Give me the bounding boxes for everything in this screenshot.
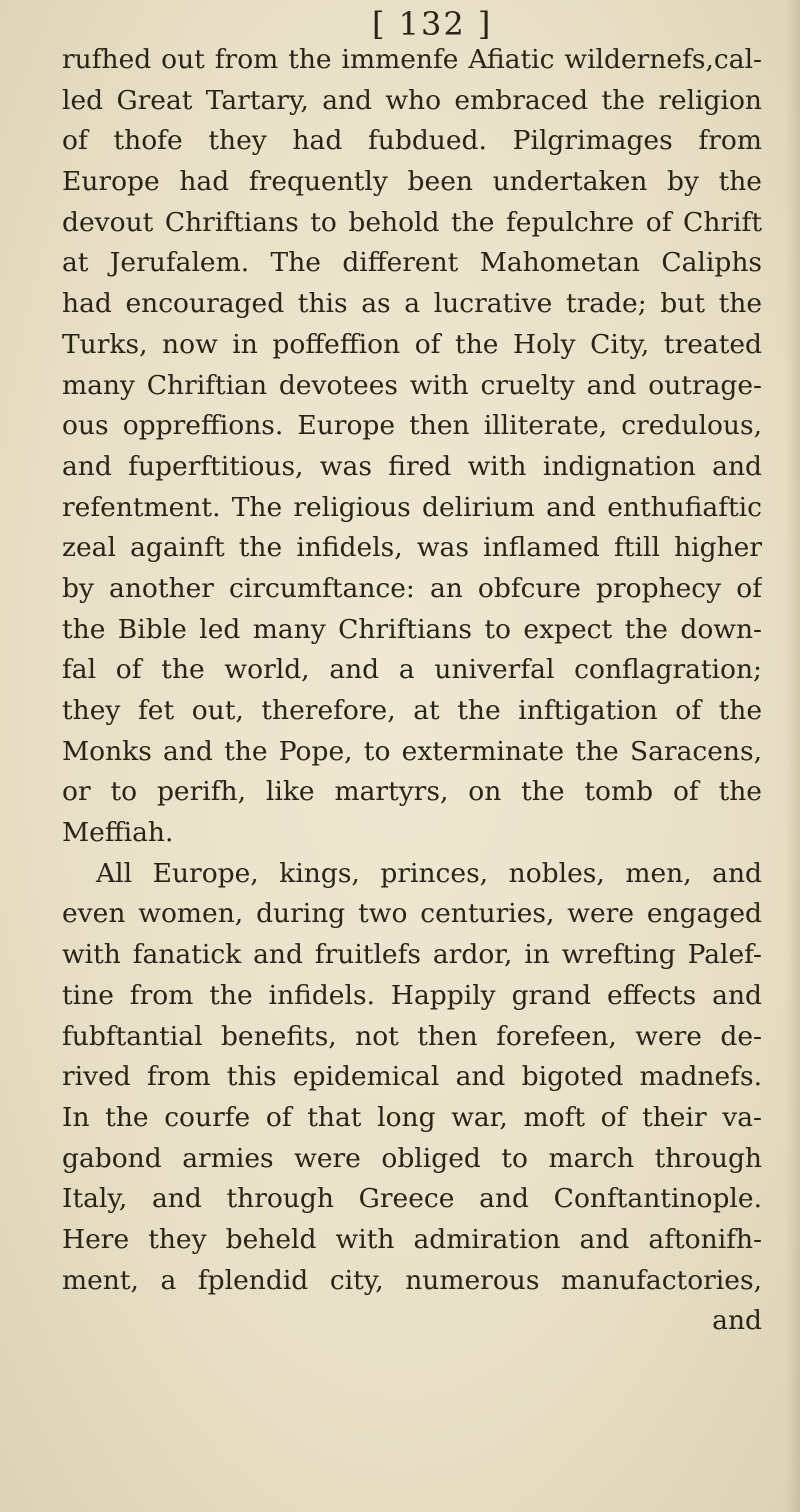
text-line: or to perifh, like martyrs, on the tomb of the [62,776,762,808]
page-number: [ 132 ] [372,5,493,43]
text-line: refentment. The religious delirium and enthufiaftic [62,491,762,523]
page-edge-shadow [786,0,800,1512]
text-line: Turks, now in poffeffion of the Holy City, treated [62,328,762,360]
text-line: and fuperftitious, was fired with indignation and [62,450,762,482]
text-line: Europe had frequently been undertaken by the [62,166,762,198]
text-line: rived from this epidemical and bigoted madnefs. [62,1061,762,1093]
text-line: at Jerufalem. The different Mahometan Caliphs [62,247,762,279]
text-line: they fet out, therefore, at the inftigation of the [62,695,762,726]
text-line: of thofe they had fubdued. Pilgrimages from [62,125,762,157]
text-line: ous oppreffions. Europe then illiterate, credulous, [62,410,762,442]
text-line: Monks and the Pope, to exterminate the Saracens, [62,735,762,767]
text-line: Here they beheld with admiration and aftonifh- [62,1223,762,1255]
paragraph-start-line: All Europe, kings, princes, nobles, men, and [96,857,762,889]
text-line: had encouraged this as a lucrative trade; but the [62,288,762,320]
text-line: fal of the world, and a univerfal conflagration; [62,654,762,686]
text-line: Italy, and through Greece and Conftantinople. [62,1183,762,1215]
paragraph-end-line: Meffiah. [62,817,174,849]
text-line: In the courfe of that long war, moft of their va- [62,1101,762,1133]
text-line: even women, during two centuries, were engaged [62,898,762,930]
text-line: gabond armies were obliged to march through [62,1142,762,1174]
text-line: by another circumftance: an obfcure prophecy of [62,572,762,604]
text-line: zeal againft the infidels, was inflamed ftill higher [62,532,762,564]
text-line: ment, a fplendid city, numerous manufactories, [62,1264,762,1296]
body-text [62,40,762,1342]
text-line: led Great Tartary, and who embraced the religion [62,84,762,116]
text-line: devout Chriftians to behold the fepulchre of Chrift [62,206,762,238]
text-line: with fanatick and fruitlefs ardor, in wrefting Palef- [62,939,762,971]
text-line: tine from the infidels. Happily grand effects and [62,979,762,1011]
text-line: fubftantial benefits, not then forefeen, were de- [62,1020,762,1052]
text-line: many Chriftian devotees with cruelty and outrage- [62,369,762,401]
text-line: rufhed out from the immenfe Afiatic wildernefs,cal- [62,44,762,75]
text-line: the Bible led many Chriftians to expect the down- [62,613,762,645]
catchword: and [712,1305,762,1337]
